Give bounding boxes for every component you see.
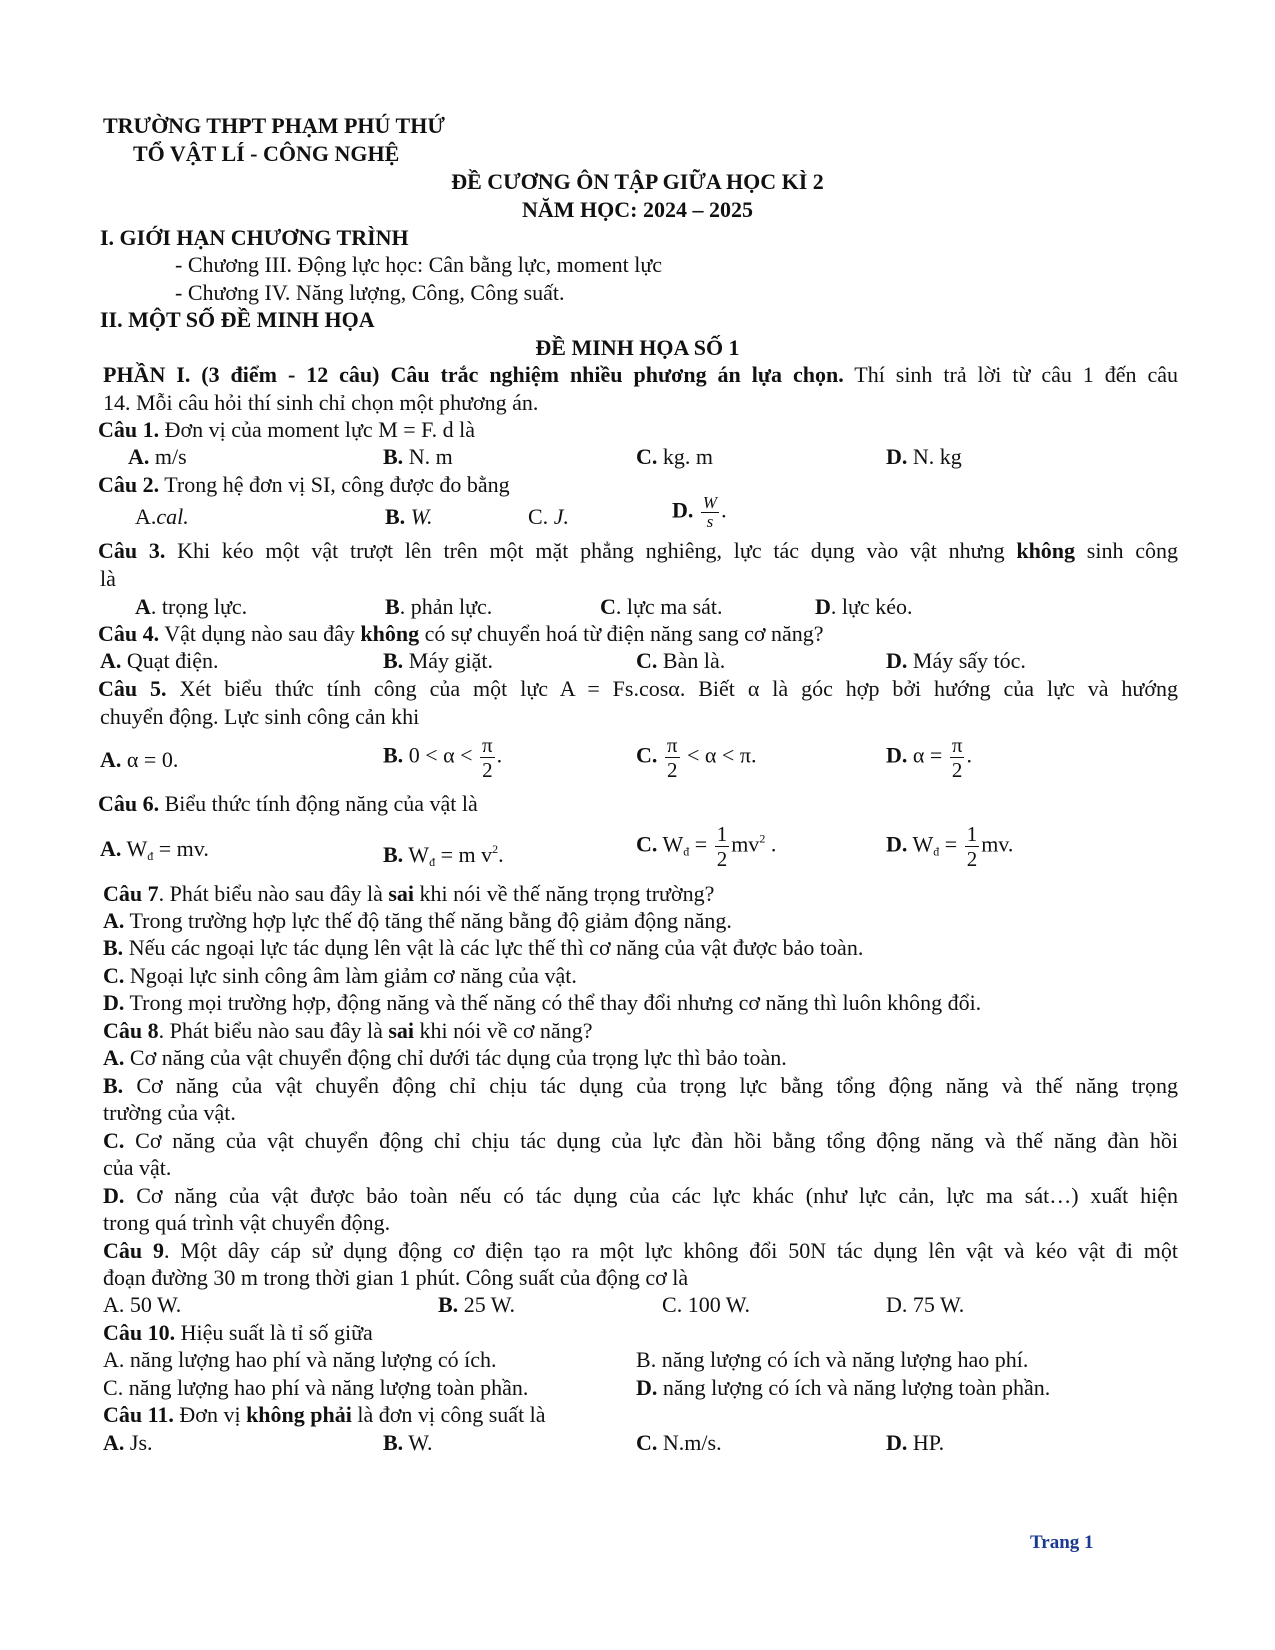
section1-item: - Chương IV. Năng lượng, Công, Công suất.	[175, 280, 565, 305]
question-9-line2: đoạn đường 30 m trong thời gian 1 phút. Công suất của động cơ là	[103, 1265, 689, 1290]
option-b: B. năng lượng có ích và năng lượng hao phí.	[636, 1347, 1029, 1372]
option-c: C. kg. m	[636, 444, 714, 469]
question-label: Câu 4.	[98, 621, 160, 646]
question-label: Câu 3.	[98, 538, 166, 563]
option-d: D. N. kg	[886, 444, 962, 469]
question-4: Câu 4. Vật dụng nào sau đây không có sự chuyển hoá từ điện năng sang cơ năng?	[98, 621, 824, 646]
option-c: C. lực ma sát.	[600, 594, 723, 619]
option-d: D. $\frac{W}{s}$ .	[672, 493, 727, 531]
question-label: Câu 7	[103, 881, 159, 906]
section1-item: - Chương III. Động lực học: Cân bằng lực, moment lực	[175, 252, 663, 277]
option-d: D. Trong mọi trường hợp, động năng và thế năng có thể thay đổi nhưng cơ năng thì luôn không đổi.	[103, 990, 982, 1015]
question-label: Câu 8	[103, 1018, 159, 1043]
question-8: Câu 8. Phát biểu nào sau đây là sai khi nói về cơ năng?	[103, 1018, 593, 1043]
question-text: Trong hệ đơn vị SI, công được đo bằng	[159, 472, 510, 497]
question-1	[98, 416, 475, 444]
question-label: Câu 2.	[98, 472, 160, 497]
question-3: Câu 3. Khi kéo một vật trượt lên trên một mặt phẳng nghiêng, lực tác dụng vào vật nhưng không sinh công	[98, 538, 1178, 563]
option-c-line2: của vật.	[103, 1155, 172, 1180]
question-text: Đơn vị của moment lực M = F. d là	[159, 417, 476, 442]
question-6: Câu 6. Biểu thức tính động năng của vật là	[98, 791, 478, 816]
option-d: D. α = $\frac{\pi}{2}$ .	[886, 733, 972, 782]
page-number: Trang 1	[1030, 1532, 1094, 1553]
option-b: B. 0 < α < $\frac{\pi}{2}$ .	[383, 733, 503, 782]
fraction: $\frac{\pi}{2}$	[951, 733, 963, 782]
option-c: C. J.	[528, 504, 569, 529]
option-d: D. năng lượng có ích và năng lượng toàn phần.	[636, 1375, 1051, 1400]
option-c: C. Ngoại lực sinh công âm làm giảm cơ năng của vật.	[103, 963, 577, 988]
option-a: A. Trong trường hợp lực thế độ tăng thế năng bằng độ giảm động năng.	[103, 908, 732, 933]
option-b: B. Cơ năng của vật chuyển động chỉ chịu tác dụng của trọng lực bằng tổng động năng và thế năng trọng	[103, 1073, 1178, 1098]
fraction: $\frac{W}{s}$	[702, 493, 718, 531]
option-c: C. Bàn là.	[636, 648, 726, 673]
question-7: Câu 7. Phát biểu nào sau đây là sai khi nói về thế năng trọng trường?	[103, 881, 715, 906]
question-11: Câu 11. Đơn vị không phải là đơn vị công suất là	[103, 1402, 546, 1427]
option-a: A. Cơ năng của vật chuyển động chỉ dưới tác dụng của trọng lực thì bảo toàn.	[103, 1045, 787, 1070]
question-label: Câu 5.	[98, 676, 167, 701]
question-9: Câu 9. Một dây cáp sử dụng động cơ điện tạo ra một lực không đổi 50N tác dụng lên vật và kéo vật đi một	[103, 1238, 1178, 1263]
option-b: B. N. m	[383, 444, 453, 469]
option-d: D. lực kéo.	[815, 594, 913, 619]
department-name: TỔ VẬT LÍ - CÔNG NGHỆ	[133, 141, 400, 166]
question-label: Câu 6.	[98, 791, 160, 816]
option-a: A.cal.	[135, 504, 189, 529]
part1-title: PHẦN I. (3 điểm - 12 câu) Câu trắc nghiệm nhiều phương án lựa chọn.	[103, 362, 844, 387]
question-label: Câu 9	[103, 1238, 164, 1263]
option-d: D. 75 W.	[886, 1292, 965, 1317]
option-a: A. Quạt điện.	[100, 648, 219, 673]
fraction: $\frac{\pi}{2}$	[666, 733, 678, 782]
school-name: TRƯỜNG THPT PHẠM PHÚ THỨ	[103, 113, 445, 138]
section2-heading: II. MỘT SỐ ĐỀ MINH HỌA	[100, 307, 375, 332]
option-c: C. $W_đ$ = $\frac{1}{2}$ $mv^2$ .	[636, 822, 777, 871]
document-title: ĐỀ CƯƠNG ÔN TẬP GIỮA HỌC KÌ 2	[451, 169, 824, 194]
option-c: C. 100 W.	[662, 1292, 751, 1317]
part1-instructions	[103, 361, 1178, 389]
question-3-line2: là	[100, 566, 116, 591]
question-2	[98, 471, 510, 499]
option-a: A. trọng lực.	[135, 594, 248, 619]
question-5-line2: chuyển động. Lực sinh công cản khi	[100, 704, 420, 729]
option-d: D. HP.	[886, 1430, 945, 1455]
option-a: A. α = 0.	[100, 747, 179, 772]
option-c: C. năng lượng hao phí và năng lượng toàn phần.	[103, 1375, 529, 1400]
option-a: A. năng lượng hao phí và năng lượng có ích.	[103, 1347, 497, 1372]
question-5: Câu 5. Xét biểu thức tính công của một lực A = Fs.cosα. Biết α là góc hợp bởi hướng của lực và hướng	[98, 676, 1178, 701]
option-a: A. m/s	[128, 444, 187, 469]
option-c: C. Cơ năng của vật chuyển động chỉ chịu tác dụng của lực đàn hồi bằng tổng động năng và thế năng đàn hồi	[103, 1128, 1178, 1153]
option-a: A. 50 W.	[103, 1292, 182, 1317]
fraction: $\frac{1}{2}$	[966, 822, 978, 871]
question-label: Câu 11.	[103, 1402, 174, 1427]
school-year: NĂM HỌC: 2024 – 2025	[522, 197, 753, 222]
part1-instruction-text: Thí sinh trả lời từ câu 1 đến câu	[843, 362, 1178, 387]
option-b: B. W.	[383, 1430, 433, 1455]
question-label: Câu 1.	[98, 417, 160, 442]
option-d: D. $W_đ$ = $\frac{1}{2}$ mv.	[886, 822, 1014, 871]
option-b: B. $W_đ = m$ $v^2$.	[383, 842, 504, 869]
option-b: B. W.	[385, 504, 433, 529]
exam-subheading: ĐỀ MINH HỌA SỐ 1	[535, 335, 740, 360]
part1-instructions-line2: 14. Mỗi câu hỏi thí sinh chỉ chọn một phương án.	[103, 390, 539, 415]
option-d-line2: trong quá trình vật chuyển động.	[103, 1210, 391, 1235]
fraction: $\frac{1}{2}$	[716, 822, 728, 871]
option-a: A. $W_đ$ = mv.	[100, 836, 209, 863]
option-b: B. Máy giặt.	[383, 648, 494, 673]
option-c: C. N.m/s.	[636, 1430, 722, 1455]
option-b-line2: trường của vật.	[103, 1100, 236, 1125]
option-c: C. $\frac{\pi}{2}$ < α < π.	[636, 733, 757, 782]
section1-heading: I. GIỚI HẠN CHƯƠNG TRÌNH	[100, 225, 409, 250]
option-d: D. Máy sấy tóc.	[886, 648, 1026, 673]
fraction: $\frac{\pi}{2}$	[482, 733, 493, 782]
option-b: B. 25 W.	[438, 1292, 516, 1317]
option-a: A. Js.	[103, 1430, 153, 1455]
option-d: D. Cơ năng của vật được bảo toàn nếu có tác dụng của các lực khác (như lực cản, lực ma sát…) xuất hiện	[103, 1183, 1178, 1208]
option-b: B. Nếu các ngoại lực tác dụng lên vật là các lực thế thì cơ năng của vật được bảo toàn.	[103, 935, 864, 960]
question-label: Câu 10.	[103, 1320, 176, 1345]
option-b: B. phản lực.	[385, 594, 493, 619]
question-10: Câu 10. Hiệu suất là tỉ số giữa	[103, 1320, 373, 1345]
